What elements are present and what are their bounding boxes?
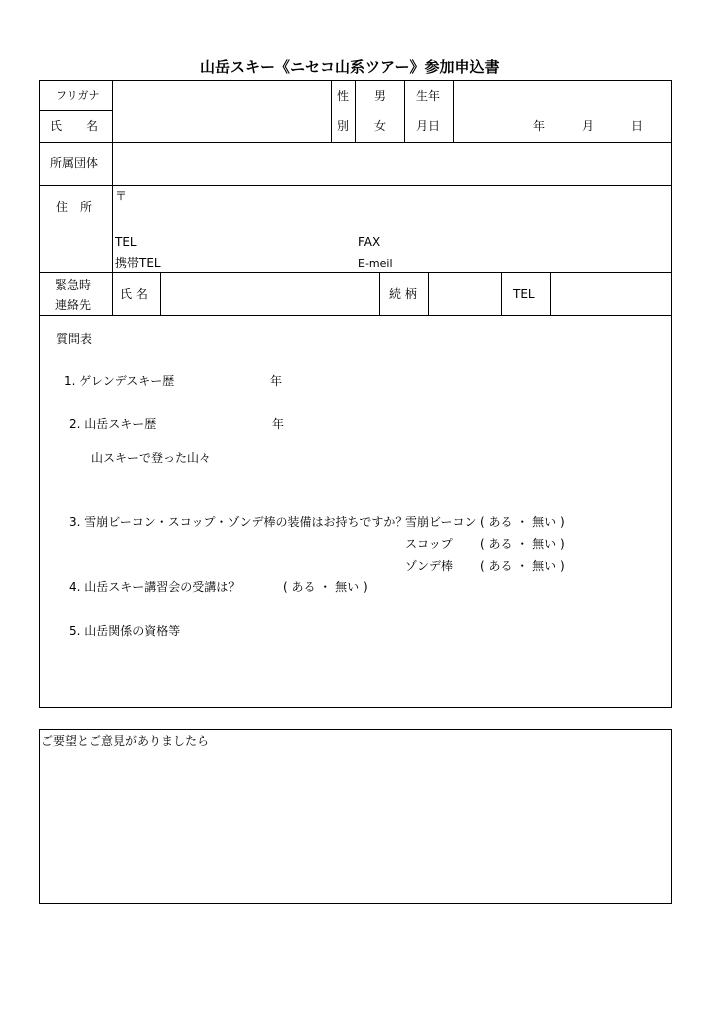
organization-input[interactable]	[113, 143, 671, 185]
name-label: 氏 名	[50, 119, 99, 133]
q2-unit: 年	[272, 417, 285, 431]
emergency-tel-input[interactable]	[551, 273, 671, 315]
col-divider	[331, 80, 332, 142]
q1-text: 1. ゲレンデスキー歴	[64, 374, 175, 388]
q4-text: 4. 山岳スキー講習会の受講は？	[69, 580, 241, 594]
sex-label-top: 性	[337, 89, 350, 103]
fax-label: FAX	[358, 235, 381, 249]
birth-day-unit: 日	[631, 119, 644, 133]
birth-label-top: 生年	[416, 89, 441, 103]
questionnaire-heading: 質問表	[56, 332, 93, 346]
emergency-label-2: 連絡先	[55, 298, 92, 312]
q3-item-shovel: スコップ	[405, 537, 453, 551]
col-divider	[379, 272, 380, 315]
form-title: 山岳スキー《ニセコ山系ツアー》参加申込書	[200, 58, 500, 76]
q1-unit: 年	[270, 374, 283, 388]
birth-month-unit: 月	[582, 119, 595, 133]
comments-label: ご要望とご意見がありましたら	[41, 734, 210, 748]
organization-label: 所属団体	[50, 156, 99, 170]
email-label: E-meil	[358, 257, 393, 270]
comments-box[interactable]	[39, 729, 672, 904]
male-option[interactable]: 男	[374, 89, 387, 103]
address-label: 住 所	[56, 200, 93, 214]
row-divider	[39, 110, 112, 111]
birth-year-unit: 年	[533, 119, 546, 133]
q2-sub-text: 山スキーで登った山々	[91, 451, 212, 465]
col-divider	[355, 80, 356, 142]
q2-text: 2. 山岳スキー歴	[69, 417, 157, 431]
q3-text: 3. 雪崩ビーコン・スコップ・ゾンデ棒の装備はお持ちですか？	[69, 515, 408, 529]
row-divider	[39, 315, 672, 316]
female-option[interactable]: 女	[374, 119, 387, 133]
col-divider	[112, 185, 113, 272]
q3-item-probe: ゾンデ棒	[405, 559, 454, 573]
emergency-tel-label: TEL	[513, 287, 535, 301]
relation-label: 続 柄	[389, 287, 417, 301]
postal-mark: 〒	[115, 189, 128, 203]
name-input[interactable]	[112, 82, 331, 142]
row-divider	[39, 185, 672, 186]
q3-item-beacon: 雪崩ビーコン	[405, 515, 477, 529]
col-divider	[404, 80, 405, 142]
col-divider	[501, 272, 502, 315]
relation-input[interactable]	[429, 273, 501, 315]
q4-choice[interactable]: ( ある ・ 無い )	[283, 580, 368, 594]
furigana-label: フリガナ	[56, 89, 100, 102]
tel-label: TEL	[115, 235, 137, 249]
birth-label-bottom: 月日	[416, 119, 441, 133]
sex-label-bottom: 別	[337, 119, 350, 133]
q5-text: 5. 山岳関係の資格等	[69, 624, 181, 638]
emergency-name-input[interactable]	[161, 273, 379, 315]
emergency-name-label: 氏 名	[120, 287, 148, 301]
q3-probe-choice[interactable]: ( ある ・ 無い )	[480, 559, 565, 573]
emergency-label-1: 緊急時	[55, 278, 92, 292]
col-divider	[112, 272, 113, 315]
q3-shovel-choice[interactable]: ( ある ・ 無い )	[480, 537, 565, 551]
q3-beacon-choice[interactable]: ( ある ・ 無い )	[480, 515, 565, 529]
col-divider	[453, 80, 454, 142]
mobile-tel-label: 携帯TEL	[115, 256, 161, 270]
